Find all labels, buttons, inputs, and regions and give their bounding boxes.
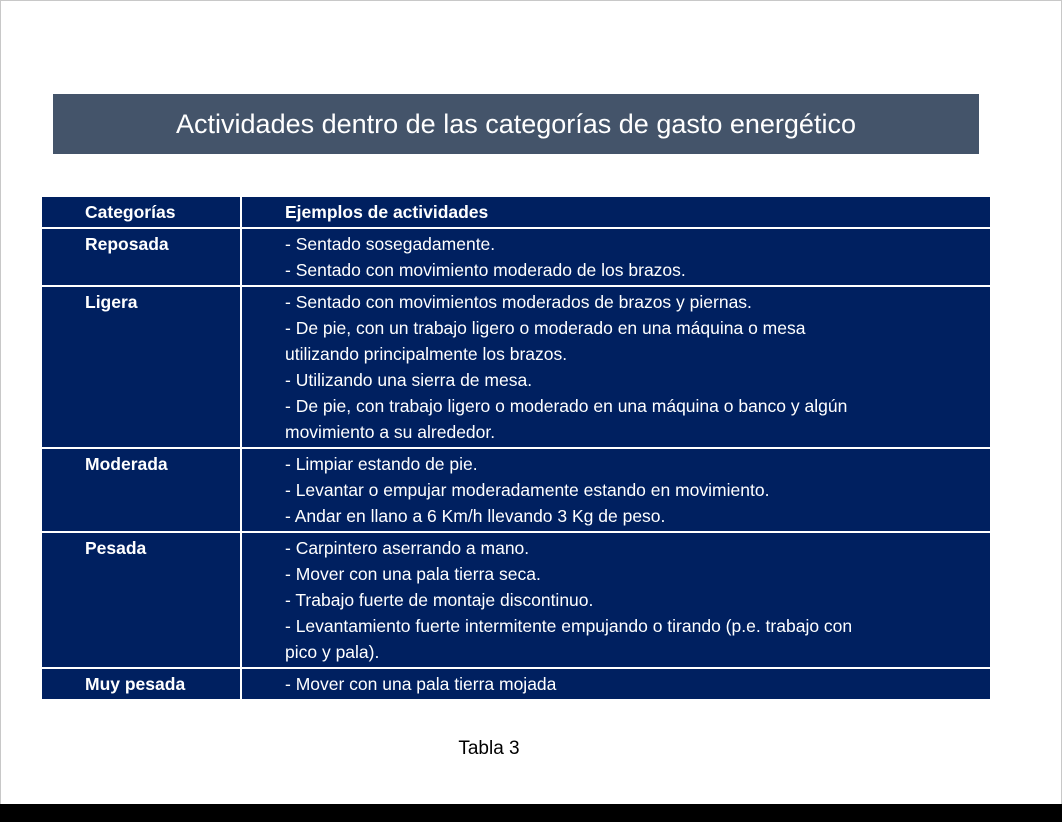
table-row [42,669,990,699]
table-row [42,229,990,287]
activity-line: - De pie, con un trabajo ligero o moderado en una máquina o mesa [285,318,806,338]
table-caption: Tabla 3 [458,738,520,759]
activity-line: - Mover con una pala tierra mojada [285,674,557,694]
category-cell: Reposada [42,229,242,285]
activity-line: - Carpintero aserrando a mano. [285,538,530,558]
activities-cell [242,533,990,667]
category-cell: Pesada [42,533,242,667]
table-header-row [42,197,990,229]
activity-line: - De pie, con trabajo ligero o moderado en una máquina o banco y algún [285,396,848,416]
activity-line: - Sentado con movimientos moderados de brazos y piernas. [285,292,752,312]
table-row [42,533,990,669]
activity-line: - Limpiar estando de pie. [285,454,478,474]
activity-line: - Andar en llano a 6 Km/h llevando 3 Kg de peso. [285,506,666,526]
activities-cell [242,449,990,531]
category-cell: Moderada [42,449,242,531]
activity-line: - Mover con una pala tierra seca. [285,564,541,584]
activities-table [42,197,990,699]
activities-cell [242,287,990,447]
table-row [42,287,990,449]
activities-cell [242,229,990,285]
activity-line: movimiento a su alrededor. [285,422,496,442]
activity-line: - Trabajo fuerte de montaje discontinuo. [285,590,594,610]
activities-cell [242,669,990,699]
activity-line: - Levantamiento fuerte intermitente empujando o tirando (p.e. trabajo con [285,616,853,636]
slide-title: Actividades dentro de las categorías de gasto energético [53,94,979,154]
bottom-bar [0,804,1062,822]
category-cell: Muy pesada [42,669,242,699]
category-cell: Ligera [42,287,242,447]
activity-line: - Levantar o empujar moderadamente estando en movimiento. [285,480,770,500]
activity-line: pico y pala). [285,642,380,662]
activity-line: utilizando principalmente los brazos. [285,344,568,364]
activity-line: - Utilizando una sierra de mesa. [285,370,533,390]
header-examples: Ejemplos de actividades [285,202,489,222]
header-categories: Categorías [42,197,242,227]
activity-line: - Sentado con movimiento moderado de los brazos. [285,260,686,280]
activity-line: - Sentado sosegadamente. [285,234,496,254]
table-row [42,449,990,533]
